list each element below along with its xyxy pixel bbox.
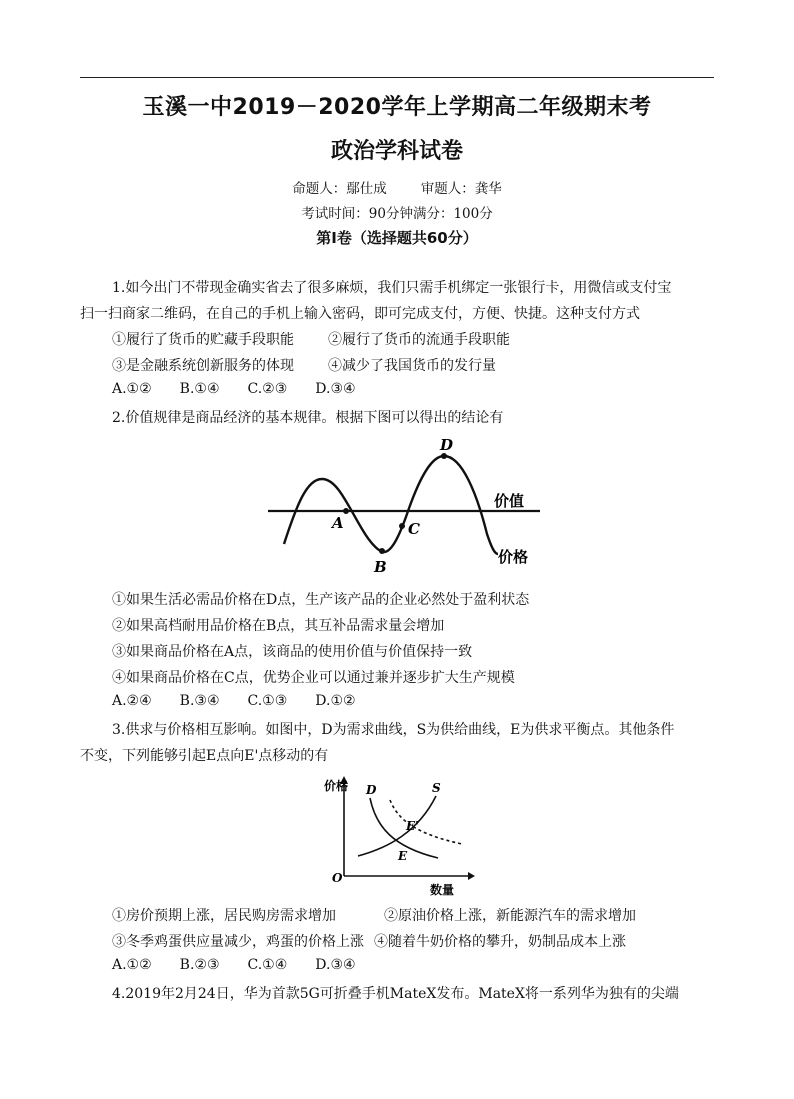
q3-choices — [112, 957, 752, 973]
choice-d: D.③④ — [315, 957, 356, 973]
q3-option-4: ④随着牛奶价格的攀升，奶制品成本上涨 — [374, 934, 626, 950]
top-rule — [80, 77, 714, 78]
y-axis-label: 价格 — [324, 779, 349, 793]
origin-label: O — [332, 871, 343, 885]
time-info: 考试时间：90分钟满分：100分 — [301, 206, 493, 222]
q1-options-row2 — [112, 355, 752, 375]
q1-option-3: ③是金融系统创新服务的体现 — [112, 358, 294, 374]
exam-title: 玉溪一中2019－2020学年上学期高二年级期末考 — [142, 95, 652, 120]
demand-label: D — [366, 783, 377, 797]
reviewer: 审题人：龚华 — [420, 181, 502, 197]
authors-line — [0, 177, 794, 197]
new-equilibrium-label: E' — [406, 819, 419, 833]
point-a-dot — [343, 508, 349, 514]
q1-option-2: ②履行了货币的流通手段职能 — [328, 332, 510, 348]
choice-d: D.①② — [315, 693, 356, 709]
choice-b: B.②③ — [179, 957, 220, 973]
q1-stem-2: 扫一扫商家二维码，在自己的手机上输入密码，即可完成支付，方便、快捷。这种支付方式 — [80, 306, 640, 322]
x-axis-label: 数量 — [430, 883, 455, 896]
q1-stem-1: 1.如今出门不带现金确实省去了很多麻烦，我们只需手机绑定一张银行卡，用微信或支付宝 — [112, 280, 672, 296]
value-price-figure — [262, 434, 548, 574]
choice-a: A.①② — [112, 957, 152, 973]
q3-stem-2: 不变，下列能够引起E点向E'点移动的有 — [80, 748, 329, 764]
equilibrium-label: E — [398, 849, 408, 863]
q3-options-row2 — [112, 931, 752, 951]
point-b-dot — [379, 548, 385, 554]
q2-choices — [112, 693, 752, 709]
supply-curve — [358, 796, 436, 856]
supply-label: S — [432, 781, 441, 795]
supply-demand-figure — [318, 772, 476, 896]
point-d-label: D — [440, 436, 454, 454]
section-title: 第Ⅰ卷（选择题共60分） — [316, 229, 478, 247]
point-a-label: A — [332, 514, 344, 532]
exam-subtitle: 政治学科试卷 — [330, 139, 463, 164]
point-c-dot — [399, 523, 405, 529]
choice-c: C.②③ — [247, 381, 288, 397]
choice-b: B.③④ — [179, 693, 220, 709]
q2-option-1: ①如果生活必需品价格在D点，生产该产品的企业必然处于盈利状态 — [112, 592, 530, 608]
choice-d: D.③④ — [315, 381, 356, 397]
point-c-label: C — [408, 520, 420, 538]
choice-b: B.①④ — [179, 381, 220, 397]
q1-option-1: ①履行了货币的贮藏手段职能 — [112, 332, 294, 348]
q2-option-4: ④如果商品价格在C点，优势企业可以通过兼并逐步扩大生产规模 — [112, 670, 515, 686]
x-axis-arrow — [468, 872, 475, 880]
q4-stem-1: 4.2019年2月24日，华为首款5G可折叠手机MateX发布。MateX将一系列华为独有的尖端 — [112, 986, 679, 1002]
q3-option-1: ①房价预期上涨，居民购房需求增加 — [112, 908, 336, 924]
q2-option-2: ②如果高档耐用品价格在B点，其互补品需求量会增加 — [112, 618, 445, 634]
q1-options-row1 — [112, 329, 752, 349]
choice-c: C.①④ — [247, 957, 288, 973]
choice-c: C.①③ — [247, 693, 288, 709]
setter: 命题人：鄢仕成 — [292, 181, 387, 197]
q3-option-3: ③冬季鸡蛋供应量减少，鸡蛋的价格上涨 — [112, 934, 364, 950]
q2-option-3: ③如果商品价格在A点，该商品的使用价值与价值保持一致 — [112, 644, 473, 660]
q1-choices — [112, 381, 752, 397]
value-label: 价值 — [494, 492, 525, 510]
q3-options-row1 — [112, 905, 752, 925]
price-wave — [284, 456, 498, 554]
choice-a: A.②④ — [112, 693, 152, 709]
q3-option-2: ②原油价格上涨，新能源汽车的需求增加 — [384, 908, 636, 924]
q2-stem: 2.价值规律是商品经济的基本规律。根据下图可以得出的结论有 — [112, 410, 504, 426]
q3-stem-1: 3.供求与价格相互影响。如图中，D为需求曲线，S为供给曲线，E为供求平衡点。其他条件 — [112, 722, 675, 738]
q1-option-4: ④减少了我国货币的发行量 — [328, 358, 496, 374]
point-b-label: B — [374, 558, 387, 574]
choice-a: A.①② — [112, 381, 152, 397]
price-label: 价格 — [498, 548, 529, 566]
